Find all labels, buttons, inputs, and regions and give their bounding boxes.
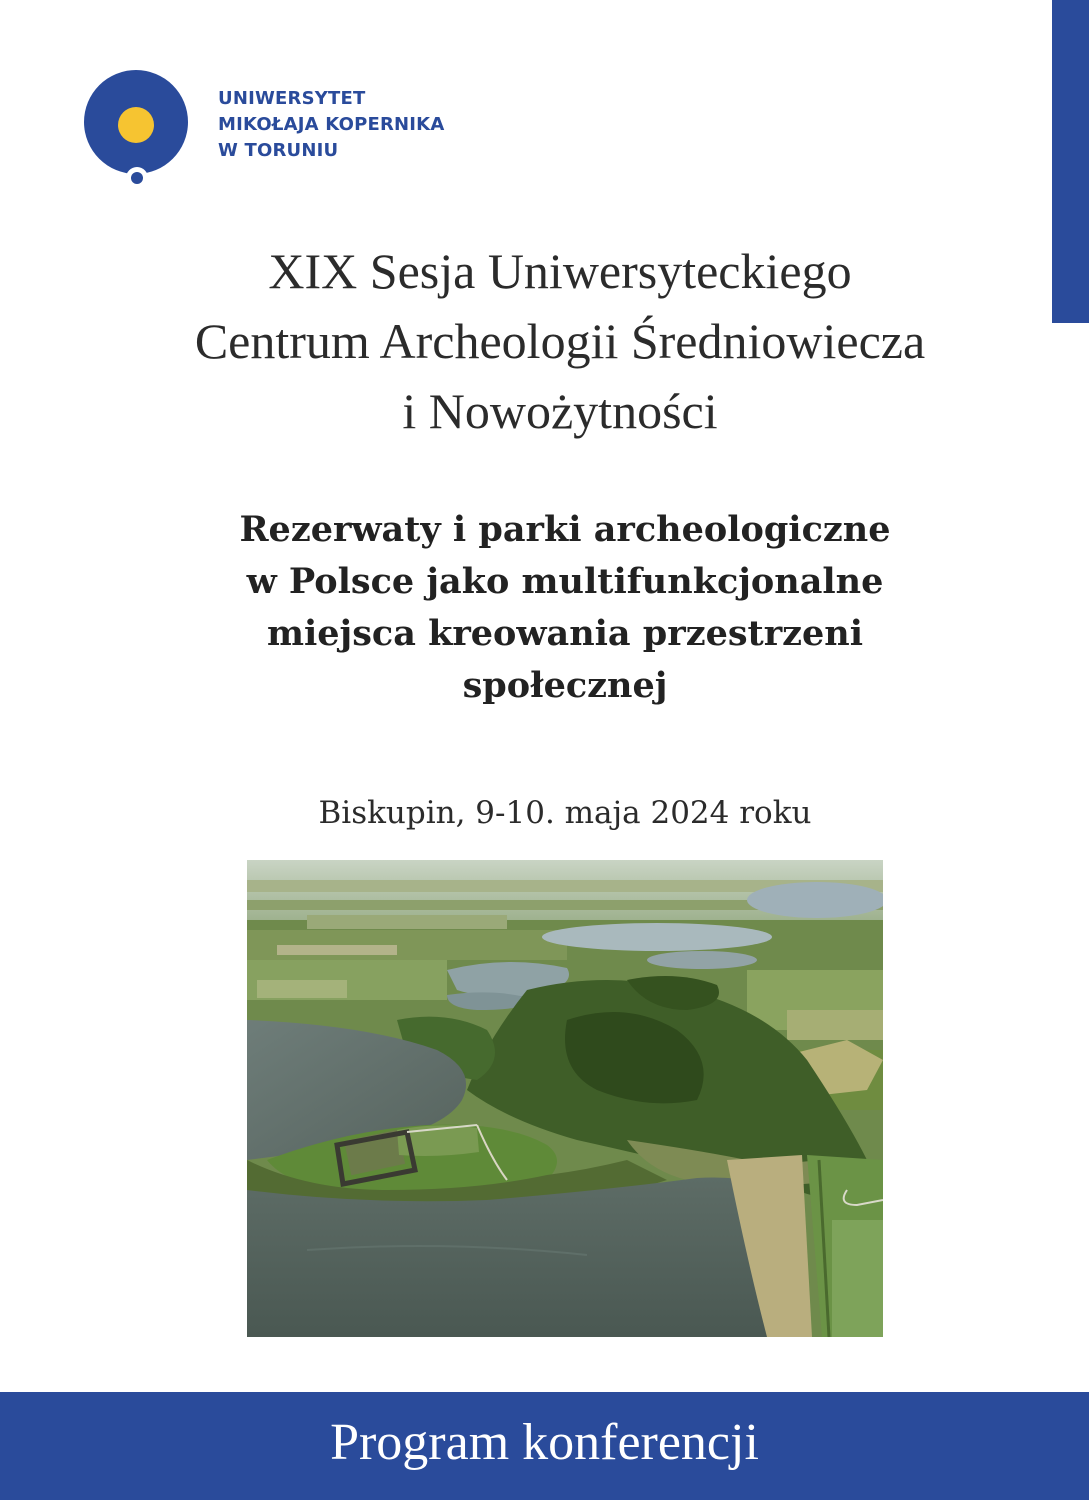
aerial-landscape-photo	[247, 860, 883, 1337]
university-name-line-3: W TORUNIU	[218, 140, 339, 161]
university-logo-icon	[84, 70, 194, 190]
footer-title: Program konferencji	[330, 1414, 759, 1471]
conference-subtitle-line-4: społecznej	[462, 665, 668, 706]
university-name-line-1: UNIWERSYTET	[218, 88, 366, 109]
conference-subtitle-line-2: w Polsce jako multifunkcjonalne	[246, 561, 884, 602]
university-name	[218, 86, 444, 164]
place-and-date: Biskupin, 9-10. maja 2024 roku	[318, 795, 812, 831]
conference-title-line-3: i Nowożytności	[402, 383, 718, 439]
conference-title-line-2: Centrum Archeologii Średniowiecza	[194, 313, 926, 369]
conference-title-line-1: XIX Sesja Uniwersyteckiego	[268, 243, 852, 299]
conference-title	[60, 236, 1060, 446]
conference-subtitle	[115, 504, 1015, 712]
conference-subtitle-line-3: miejsca kreowania przestrzeni	[266, 613, 864, 654]
university-name-line-2: MIKOŁAJA KOPERNIKA	[218, 114, 445, 135]
conference-subtitle-line-1: Rezerwaty i parki archeologiczne	[239, 509, 891, 550]
